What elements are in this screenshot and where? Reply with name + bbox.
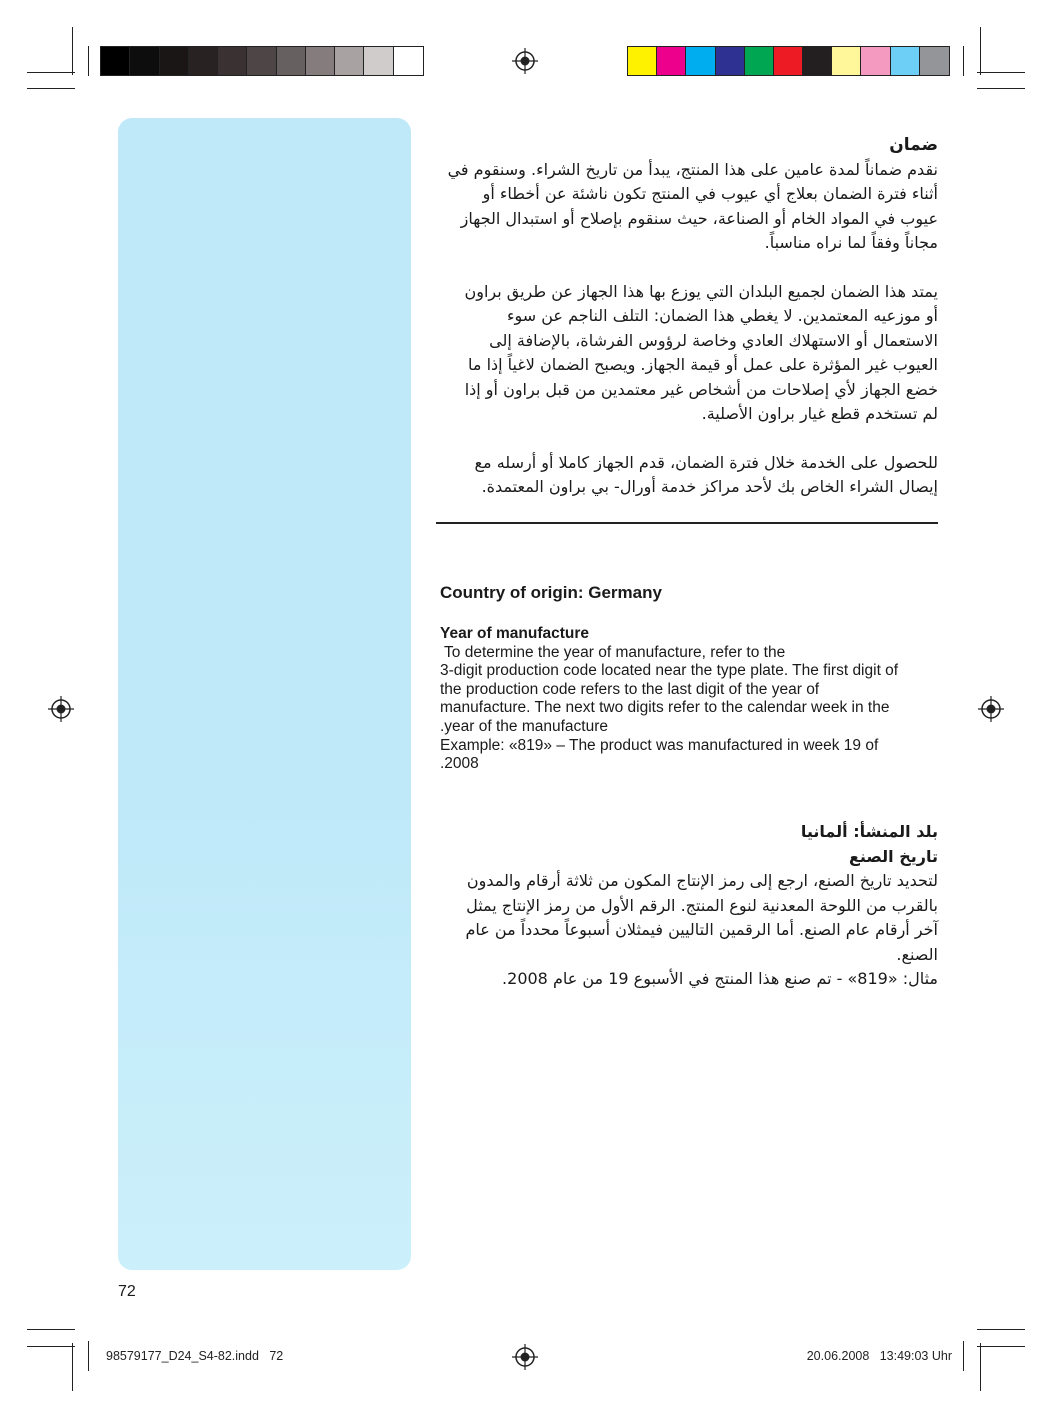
- warranty-p2-line: أو موزعيه المعتمدين. لا يغطي هذا الضمان: التلف الناجم عن سوء: [506, 306, 938, 325]
- crop-mark: [88, 1341, 89, 1371]
- color-swatch: [277, 47, 306, 75]
- crop-mark: [963, 46, 964, 76]
- color-swatch: [247, 47, 276, 75]
- warranty-p1-line: نقدم ضماناً لمدة عامين على هذا المنتج، يبدأ من تاريخ الشراء. وسنقوم في: [447, 159, 938, 179]
- warranty-section-ar: [428, 133, 938, 500]
- origin-section-ar: [428, 820, 938, 992]
- origin-ar-line: آخر أرقام عام الصنع. أما الرقمين التاليين فيمثلان أسبوعاً محدداً من عام: [465, 920, 938, 939]
- color-swatch: [657, 47, 686, 75]
- warranty-p2-line: لم تستخدم قطع غيار براون الأصلية.: [701, 404, 938, 423]
- country-of-origin-ar: بلد المنشأ: ألمانيا: [800, 822, 938, 841]
- origin-ar-example: مثال: «819» - تم صنع هذا المنتج في الأسبوع 19 من عام 2008.: [502, 969, 938, 988]
- crop-mark: [977, 72, 1025, 73]
- warranty-p2-line: الاستعمال أو الاستهلاك العادي وخاصة لرؤوس الفرشاة، بالإضافة إلى: [489, 330, 938, 350]
- warranty-p2-line: العيوب غير المؤثرة على عمل أو قيمة الجهاز. ويصبح الضمان لاغياً إذا ما: [468, 355, 938, 374]
- color-swatch: [832, 47, 861, 75]
- color-swatch: [628, 47, 657, 75]
- origin-en-line: .2008: [440, 755, 479, 773]
- crop-mark: [980, 27, 981, 75]
- color-swatch: [364, 47, 393, 75]
- registration-mark-icon: [978, 696, 1004, 722]
- color-swatch: [774, 47, 803, 75]
- crop-mark: [27, 88, 75, 89]
- crop-mark: [977, 1346, 1025, 1347]
- warranty-p1-line: أثناء فترة الضمان بعلاج أي عيوب في المنتج تكون ناشئة عن أخطاء أو: [482, 184, 938, 203]
- crop-mark: [980, 1343, 981, 1391]
- footer-filename: 98579177_D24_S4-82.indd 72: [106, 1349, 284, 1363]
- crop-mark: [977, 88, 1025, 89]
- warranty-p2-line: خضع الجهاز لأي إصلاحات من أشخاص غير معتمدين من قبل براون أو إذا: [464, 379, 938, 399]
- crop-mark: [27, 1329, 75, 1330]
- cmyk-color-bar: [627, 46, 950, 76]
- color-swatch: [394, 47, 423, 75]
- crop-mark: [72, 27, 73, 75]
- origin-en-line: .year of the manufacture: [440, 717, 609, 735]
- origin-ar-line: لتحديد تاريخ الصنع، ارجع إلى رمز الإنتاج المكون من ثلاثة أرقام والمدون: [466, 871, 938, 890]
- crop-mark: [27, 1346, 75, 1347]
- crop-mark: [977, 1329, 1025, 1330]
- color-swatch: [745, 47, 774, 75]
- origin-section-en: [440, 583, 940, 774]
- registration-mark-icon: [512, 1344, 538, 1370]
- section-divider: [436, 522, 938, 524]
- country-of-origin: Country of origin: Germany: [440, 583, 662, 602]
- color-swatch: [803, 47, 832, 75]
- year-of-manufacture-title: Year of manufacture: [440, 625, 590, 642]
- color-swatch: [101, 47, 130, 75]
- color-swatch: [160, 47, 189, 75]
- color-swatch: [189, 47, 218, 75]
- page-number: 72: [118, 1283, 136, 1300]
- warranty-p2-line: يمتد هذا الضمان لجميع البلدان التي يوزع بها هذا الجهاز عن طريق براون: [464, 281, 938, 301]
- crop-mark: [88, 46, 89, 76]
- origin-en-line: To determine the year of manufacture, refer to the: [440, 643, 786, 661]
- color-swatch: [891, 47, 920, 75]
- color-swatch: [130, 47, 159, 75]
- registration-mark-icon: [48, 696, 74, 722]
- color-swatch: [716, 47, 745, 75]
- warranty-p1-line: مجاناً وفقاً لما نراه مناسباً.: [764, 233, 938, 252]
- crop-mark: [963, 1341, 964, 1371]
- color-swatch: [686, 47, 715, 75]
- origin-ar-line: بالقرب من اللوحة المعدنية لنوع المنتج. الرقم الأول من رمز الإنتاج يمثل: [466, 895, 938, 915]
- crop-mark: [27, 72, 75, 73]
- origin-en-line: manufacture. The next two digits refer to the calendar week in the: [440, 699, 890, 717]
- color-swatch: [335, 47, 364, 75]
- registration-mark-icon: [512, 48, 538, 74]
- warranty-title: ضمان: [889, 135, 938, 155]
- color-swatch: [218, 47, 247, 75]
- warranty-p1-line: عيوب في المواد الخام أو الصناعة، حيث سنقوم بإصلاح أو استبدال الجهاز: [460, 208, 938, 228]
- grayscale-color-bar: [100, 46, 424, 76]
- footer-timestamp: 20.06.2008 13:49:03 Uhr: [806, 1349, 952, 1363]
- warranty-p3-line: للحصول على الخدمة خلال فترة الضمان، قدم الجهاز كاملا أو أرسله مع: [474, 452, 938, 472]
- crop-mark: [72, 1343, 73, 1391]
- warranty-p3-line: إيصال الشراء الخاص بك لأحد مراكز خدمة أورال- بي براون المعتمدة.: [481, 477, 938, 496]
- color-swatch: [861, 47, 890, 75]
- origin-en-line: Example: «819» – The product was manufactured in week 19 of: [440, 736, 879, 754]
- origin-en-line: the production code refers to the last digit of the year of: [440, 680, 820, 698]
- origin-ar-line: الصنع.: [896, 944, 938, 964]
- color-swatch: [306, 47, 335, 75]
- year-of-manufacture-title-ar: تاريخ الصنع: [848, 846, 938, 866]
- origin-en-line: 3-digit production code located near the type plate. The first digit of: [440, 662, 899, 680]
- color-swatch: [920, 47, 949, 75]
- blue-sidebar-panel: [118, 118, 411, 1270]
